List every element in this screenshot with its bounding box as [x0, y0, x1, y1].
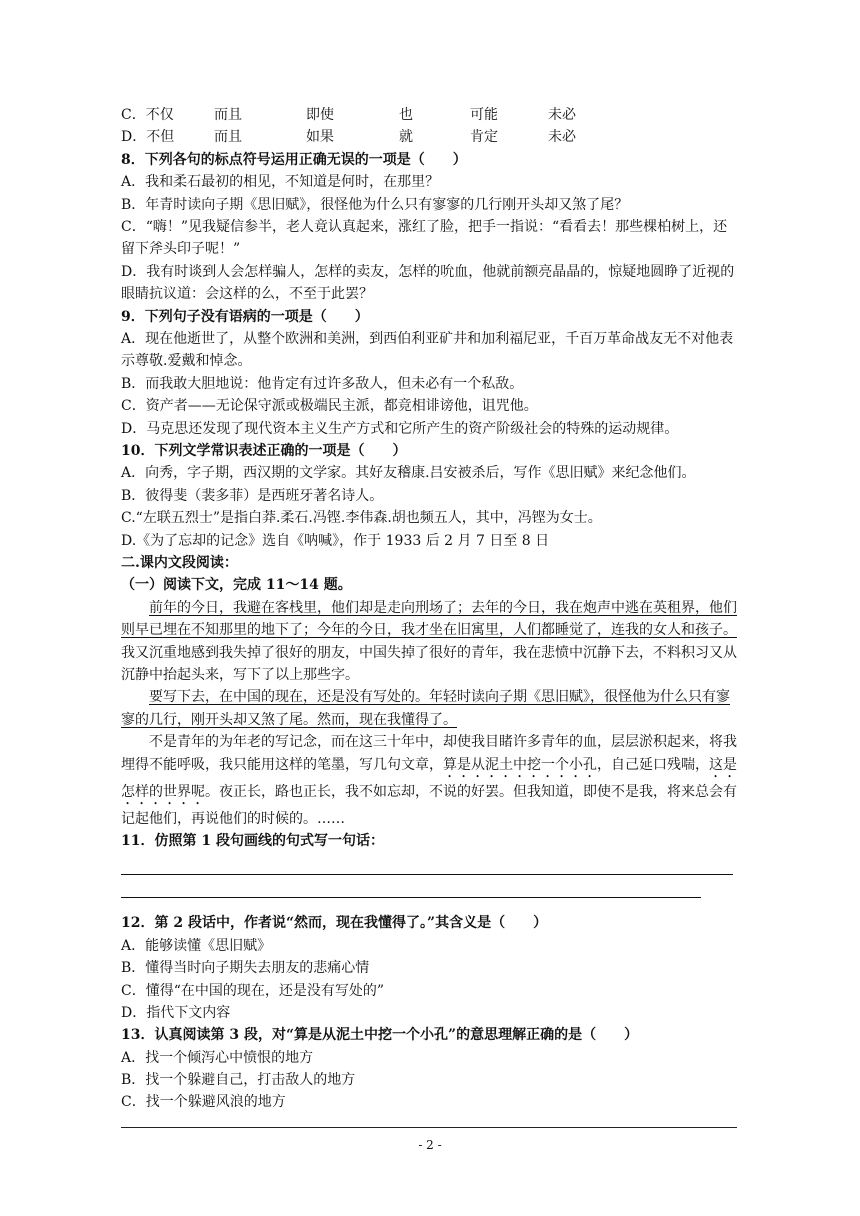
option-word: 肯定: [470, 129, 498, 146]
question-8-option-d: D．我有时谈到人会怎样骗人，怎样的卖友，怎样的吮血，他就前额亮晶晶的，惊疑地圆睁了近视的眼睛抗议道：会这样的么，不至于此罢？: [121, 263, 735, 303]
question-10-title: 10．下列文学常识表述正确的一项是（ ）: [121, 442, 407, 459]
answer-line-2[interactable]: [121, 877, 701, 898]
question-10-option-c: C.“左联五烈士”是指白莽.柔石.冯铿.李伟森.胡也频五人，其中，冯铿为女士。: [121, 510, 602, 527]
option-word: 就: [399, 129, 413, 146]
question-10-option-a: A．向秀，字子期，西汉期的文学家。其好友稽康.吕安被杀后，写作《思旧赋》来纪念他们。: [121, 465, 696, 482]
question-13-title: 13．认真阅读第 3 段，对“算是从泥土中挖一个小孔”的意思理解正确的是（ ）: [121, 1027, 639, 1044]
question-12-option-b: B．懂得当时向子期失去朋友的悲痛心情: [121, 960, 370, 977]
underlined-sentence: 前年的今日，我避在客栈里，他们却是走向刑场了；去年的今日，我在炮声中逃在英租界，他们则早已埋在不知那里的地下了；今年的今日，我才坐在旧寓里，人们都睡觉了，连我的女人和孩子。: [121, 599, 737, 639]
underlined-sentence: 要写下去，在中国的现在，还是没有写处的。年轻时读向子期《思旧赋》，很怪他为什么只有寥寥的几行，刚开头却又煞了尾。然而，现在我懂得了。: [121, 689, 730, 728]
question-12-option-c: C．懂得“在中国的现在，还是没有写处的”: [121, 982, 385, 999]
question-9-option-d: D．马克思还发现了现代资本主义生产方式和它所产生的资产阶级社会的特殊的运动规律。: [121, 420, 679, 437]
question-10-option-d: D.《为了忘却的记念》选自《呐喊》，作于 1933 后 2 月 7 日至 8 日: [121, 532, 550, 549]
passage-paragraph-1: [121, 597, 741, 687]
passage-paragraph-2: [121, 686, 741, 731]
option-word: 可能: [470, 107, 498, 123]
section-2-subtitle: （一）阅读下文，完成 11～14 题。: [121, 577, 352, 594]
question-12-option-a: A．能够读懂《思旧赋》: [121, 937, 272, 954]
passage-text: 不是青年的为年老的写记念，而在这三十年中，却使我目睹许多青年的血，层层淤积起来，将我埋得不能呼吸，我只能用这样的笔墨，写几句文章，: [121, 734, 737, 773]
option-word: 未必: [548, 129, 576, 146]
question-12-option-d: D．指代下文内容: [121, 1004, 231, 1021]
footer-divider: [121, 1127, 737, 1128]
option-word: 未必: [548, 107, 576, 123]
q7-option-c: [121, 104, 741, 126]
question-12-title: 12．第 2 段话中，作者说“然而，现在我懂得了。”其含义是（ ）: [121, 915, 548, 932]
emphasized-phrase: 这是怎样的世界呢: [121, 756, 737, 800]
option-word: 而且: [214, 107, 242, 123]
passage-text: ，自己延口残喘，: [597, 756, 709, 773]
option-word: 即使: [306, 107, 334, 123]
question-9-option-c: C．资产者——无论保守派或极端民主派，都竞相诽谤他，诅咒他。: [121, 398, 538, 415]
q7-option-d: [121, 126, 741, 148]
option-word: 如果: [306, 129, 334, 146]
option-label: D．不但: [121, 129, 175, 146]
emphasized-phrase: 算是从泥土中挖一个小孔: [443, 756, 597, 773]
page-content: [121, 104, 741, 1114]
question-8-title: 8．下列各句的标点符号运用正确无误的一项是（ ）: [121, 151, 467, 168]
question-8-option-b: B．年青时读向子期《思旧赋》，很怪他为什么只有寥寥的几行刚开头却又煞了尾？: [121, 196, 629, 213]
question-13-option-a: A．找一个倾泻心中愤恨的地方: [121, 1049, 314, 1066]
page-number: - 2 -: [418, 1138, 442, 1152]
question-9-option-a: A．现在他逝世了，从整个欧洲和美洲，到西伯利亚矿井和加利福尼亚，千百万革命战友无不对他表示尊敬.爱戴和悼念。: [121, 330, 734, 370]
question-10-option-b: B．彼得斐（裴多菲）是西班牙著名诗人。: [121, 487, 384, 504]
passage-text: 。夜正长，路也正长，我不如忘却，不说的好罢。但我知道，即使不是我，将来总会有记起他们，再说他们的时候的。……: [121, 783, 737, 827]
question-9-option-b: B．而我敢大胆地说：他肯定有过许多敌人，但未必有一个私敌。: [121, 375, 524, 392]
question-13-option-b: B．找一个躲避自己，打击敌人的地方: [121, 1072, 356, 1089]
question-8-option-c: C．“嗨！”见我疑信参半，老人竟认真起来，涨红了脸，把手一指说：“看看去！那些棵柏树上，还留下斧头印子呢！”: [121, 218, 728, 258]
question-11-title: 11．仿照第 1 段句画线的句式写一句话：: [121, 832, 384, 849]
option-label: C．不仅: [121, 107, 174, 123]
option-word: 也: [399, 107, 413, 123]
option-word: 而且: [214, 129, 242, 146]
question-13-option-c: C．找一个躲避风浪的地方: [121, 1094, 286, 1111]
question-9-title: 9．下列句子没有语病的一项是（ ）: [121, 308, 369, 325]
question-8-option-a: A．我和柔石最初的相见，不知道是何时，在那里？: [121, 174, 440, 191]
answer-line-1[interactable]: [121, 854, 733, 875]
section-2-title: 二.课内文段阅读：: [121, 554, 238, 571]
passage-paragraph-3: [121, 731, 741, 830]
passage-text: 我又沉重地感到我失掉了很好的朋友，中国失掉了很好的青年，我在悲愤中沉静下去，不料积习又从沉静中抬起头来，写下了以上那些字。: [121, 644, 737, 683]
